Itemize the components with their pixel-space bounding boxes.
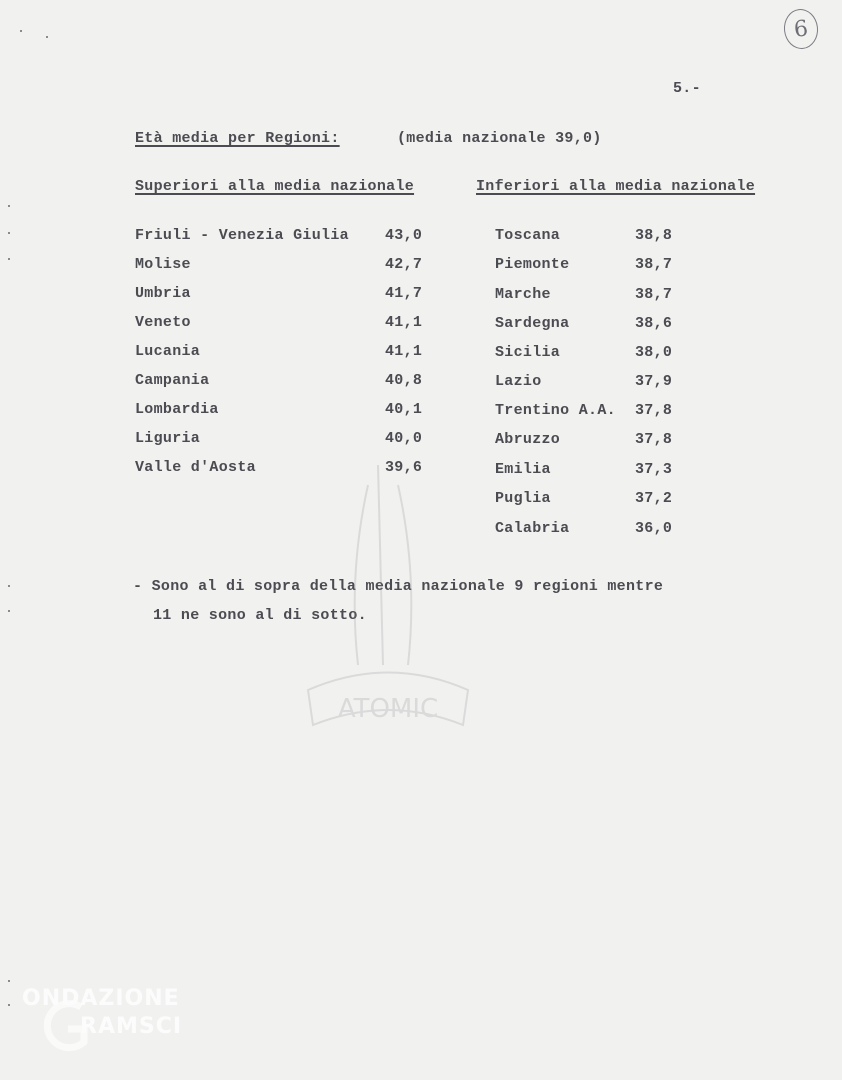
fondazione-gramsci-logo [22, 985, 182, 1041]
region-value: 43,0 [385, 227, 423, 244]
region-name: Molise [135, 256, 191, 273]
logo-line-2: RAMSCI [80, 1014, 183, 1039]
margin-speck [20, 30, 22, 32]
below-average-header: Inferiori alla media nazionale [476, 178, 756, 195]
margin-speck [8, 1004, 10, 1006]
region-value: 40,0 [385, 430, 423, 447]
region-name: Campania [135, 372, 210, 389]
region-name: Valle d'Aosta [135, 459, 256, 476]
margin-speck [8, 232, 10, 234]
region-name: Toscana [495, 227, 561, 244]
region-name: Abruzzo [495, 431, 561, 448]
note-line-2: 11 ne sono al di sotto. [153, 607, 367, 624]
region-name: Friuli - Venezia Giulia [135, 227, 349, 244]
region-name: Umbria [135, 285, 191, 302]
margin-speck [8, 258, 10, 260]
region-name: Marche [495, 286, 551, 303]
title-heading: Età media per Regioni: [135, 130, 340, 147]
region-value: 37,9 [635, 373, 673, 390]
region-name: Lucania [135, 343, 201, 360]
region-value: 38,6 [635, 315, 673, 332]
svg-text:G: G [63, 1039, 65, 1040]
region-value: 40,1 [385, 401, 423, 418]
handwritten-page-number-text: 6 [792, 15, 810, 43]
margin-speck [8, 585, 10, 587]
region-value: 38,8 [635, 227, 673, 244]
region-value: 39,6 [385, 459, 423, 476]
region-name: Piemonte [495, 256, 570, 273]
region-value: 37,3 [635, 461, 673, 478]
region-value: 37,8 [635, 402, 673, 419]
region-name: Lombardia [135, 401, 219, 418]
region-name: Sardegna [495, 315, 570, 332]
region-name: Lazio [495, 373, 542, 390]
region-name: Trentino A.A. [495, 402, 616, 419]
region-value: 41,1 [385, 314, 423, 331]
margin-speck [46, 36, 48, 38]
g-logo-icon [36, 987, 96, 1067]
region-value: 37,2 [635, 490, 673, 507]
atomic-watermark-icon [288, 455, 488, 755]
region-value: 41,1 [385, 343, 423, 360]
region-value: 37,8 [635, 431, 673, 448]
region-value: 40,8 [385, 372, 423, 389]
region-name: Sicilia [495, 344, 561, 361]
region-value: 38,7 [635, 286, 673, 303]
region-value: 38,0 [635, 344, 673, 361]
region-value: 41,7 [385, 285, 423, 302]
page-label: 5.- [673, 80, 701, 97]
region-name: Puglia [495, 490, 551, 507]
watermark-stamp-text: ATOMIC [337, 694, 439, 724]
margin-speck [8, 205, 10, 207]
region-name: Veneto [135, 314, 191, 331]
region-name: Liguria [135, 430, 201, 447]
title-national-average: (media nazionale 39,0) [397, 130, 602, 147]
region-name: Emilia [495, 461, 551, 478]
margin-speck [8, 610, 10, 612]
above-average-header: Superiori alla media nazionale [135, 178, 415, 195]
handwritten-page-number [782, 7, 820, 50]
region-value: 42,7 [385, 256, 423, 273]
region-name: Calabria [495, 520, 570, 537]
region-value: 38,7 [635, 256, 673, 273]
region-value: 36,0 [635, 520, 673, 537]
note-line-1: - Sono al di sopra della media nazionale 9 regioni mentre [133, 578, 664, 595]
logo-line-1: ONDAZIONE [22, 986, 180, 1011]
margin-speck [8, 980, 10, 982]
